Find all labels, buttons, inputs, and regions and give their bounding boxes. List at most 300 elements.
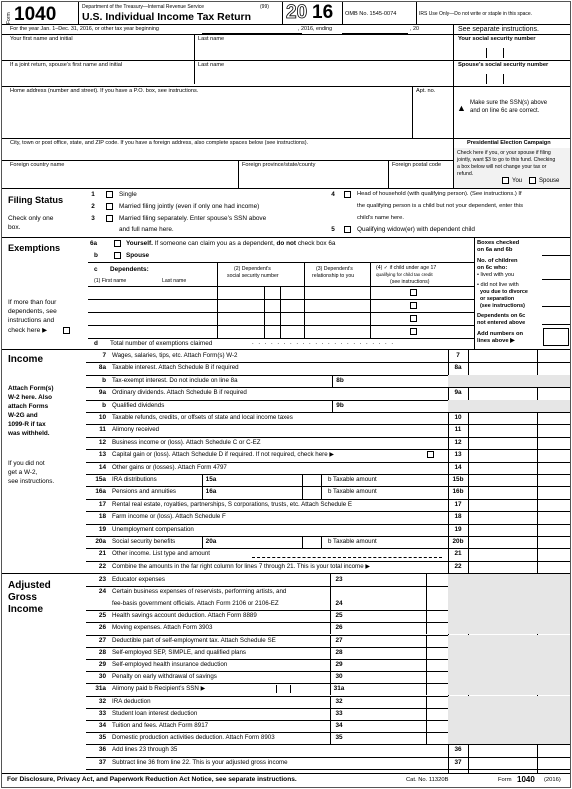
col4-subtitle: qualifying for child tax credit bbox=[376, 272, 433, 277]
ssn-divider bbox=[276, 685, 277, 693]
income-line-14-label: Other gains or (losses). Attach Form 4797 bbox=[112, 463, 227, 471]
shaded-cell bbox=[448, 732, 571, 744]
line-6c-number: c bbox=[94, 266, 98, 273]
shaded-cell bbox=[448, 671, 571, 683]
income-line-16a-taxable-label: b Taxable amount bbox=[328, 488, 377, 496]
agi-line-33-mid-field[interactable] bbox=[330, 708, 448, 720]
agi-line-24-label: Certain business expenses of reservists, performing artists, and bbox=[112, 587, 287, 595]
income-line-9a-label: Ordinary dividends. Attach Schedule B if required bbox=[112, 389, 247, 397]
agi-line-24-mid-label: 24 bbox=[335, 599, 343, 607]
cents-divider bbox=[426, 732, 427, 744]
income-line-15a-mid-field[interactable] bbox=[202, 474, 322, 486]
agi-line-29-label: Self-employed health insurance deduction bbox=[112, 660, 228, 668]
omb-number: OMB No. 1545-0074 bbox=[345, 11, 397, 17]
income-line-12-amount-field[interactable] bbox=[469, 438, 537, 449]
tax-year-text: For the year Jan. 1–Dec. 31, 2016, or other tax year beginning bbox=[10, 26, 159, 32]
income-line-10-amount-field[interactable] bbox=[469, 413, 537, 424]
agi-line-31a-label: Alimony paid b Recipient’s SSN ▶ bbox=[112, 685, 206, 693]
income-line-9a-amount-field[interactable] bbox=[469, 388, 537, 399]
num-children-label-2: on 6c who: bbox=[477, 265, 508, 271]
agi-line-32-number: 32 bbox=[98, 697, 106, 705]
cents-divider bbox=[426, 647, 427, 659]
income-line-12-number: 12 bbox=[98, 438, 106, 446]
deps-6c-label: Dependents on 6c bbox=[477, 313, 526, 319]
income-side-1: Attach Form(s) bbox=[8, 385, 54, 392]
boxes-checked-label: Boxes checked bbox=[477, 240, 520, 246]
income-side-5: 1099-R if tax bbox=[8, 421, 46, 428]
income-line-18-label: Farm income or (loss). Attach Schedule F bbox=[112, 513, 226, 521]
agi-line-24-mid-field[interactable] bbox=[330, 586, 448, 610]
dep4-ctc-checkbox[interactable] bbox=[410, 328, 417, 335]
income-line-20a-amount-field[interactable] bbox=[469, 537, 537, 548]
income-line-20a-mid-field[interactable] bbox=[202, 536, 322, 548]
cents-divider bbox=[426, 622, 427, 634]
pec-text-4: refund. bbox=[457, 171, 474, 177]
pec-spouse-checkbox[interactable] bbox=[529, 177, 536, 184]
spouse-first-name-label: If a joint return, spouse’s first name and initial bbox=[10, 62, 123, 68]
income-line-22-box-label: 22 bbox=[454, 562, 462, 570]
footer-year: (2016) bbox=[544, 777, 561, 783]
more-dependents-text: If more than four bbox=[8, 299, 57, 306]
pec-you-checkbox[interactable] bbox=[502, 177, 509, 184]
footer-form-label: Form bbox=[498, 777, 512, 783]
agi-line-29-mid-field[interactable] bbox=[330, 659, 448, 671]
shaded-cell bbox=[448, 683, 571, 695]
agi-line-28-mid-field[interactable] bbox=[330, 647, 448, 659]
did-not-live-label: did not live with bbox=[480, 282, 519, 288]
income-side-2: W-2 here. Also bbox=[8, 394, 53, 401]
income-line-11-number: 11 bbox=[99, 426, 106, 434]
catalog-number: Cat. No. 11320B bbox=[406, 777, 449, 783]
agi-line-27-number: 27 bbox=[98, 636, 106, 644]
mfs-checkbox[interactable] bbox=[106, 215, 113, 222]
agi-line-30-mid-label: 30 bbox=[335, 673, 343, 681]
agi-line-33-mid-label: 33 bbox=[335, 709, 343, 717]
cents-divider bbox=[302, 536, 303, 548]
see-instructions: See separate instructions. bbox=[458, 26, 539, 33]
see-instructions-label: (see instructions) bbox=[480, 303, 525, 309]
form-code: (99) bbox=[260, 4, 269, 10]
agi-line-28-mid-label: 28 bbox=[335, 648, 343, 656]
dep3-ctc-checkbox[interactable] bbox=[410, 315, 417, 322]
do-not-text: do not bbox=[276, 240, 297, 247]
col2-subtitle: social security number bbox=[227, 273, 279, 279]
col2-title: Dependent’s bbox=[241, 266, 271, 272]
ending-text: , 2016, ending bbox=[298, 26, 333, 32]
income-line-18-number: 18 bbox=[98, 513, 106, 521]
col1-num: (1) bbox=[94, 278, 101, 284]
agi-line-27-mid-field[interactable] bbox=[330, 635, 448, 647]
more-dependents-text-3: instructions and bbox=[8, 317, 55, 324]
agi-line-27-label: Deductible part of self-employment tax. Attach Schedule SE bbox=[112, 636, 276, 644]
agi-line-26-label: Moving expenses. Attach Form 3903 bbox=[112, 624, 213, 632]
mfj-label: Married filing jointly (even if only one had income) bbox=[119, 203, 260, 210]
income-line-b-mid-label: 8b bbox=[336, 376, 344, 384]
pec-text-3: a box below will not change your tax or bbox=[457, 164, 547, 170]
agi-line-37-box-label: 37 bbox=[454, 758, 462, 766]
agi-line-32-label: IRA deduction bbox=[112, 697, 151, 705]
spouse-checkbox[interactable] bbox=[114, 252, 121, 259]
income-line-22-label: Combine the amounts in the far right column for lines 7 through 21. This is your total income ▶ bbox=[112, 562, 371, 570]
deps-6c-label-2: not entered above bbox=[477, 320, 526, 326]
shaded-cell bbox=[448, 659, 571, 671]
foreign-postal-label: Foreign postal code bbox=[392, 162, 442, 168]
pec-text-2: jointly, want $3 to go to this fund. Checking bbox=[457, 157, 556, 163]
income-line-14-box-label: 14 bbox=[454, 463, 462, 471]
cents-divider bbox=[426, 720, 427, 732]
income-line-14-number: 14 bbox=[98, 463, 106, 471]
shaded-cell bbox=[448, 696, 571, 708]
apt-label: Apt. no. bbox=[416, 88, 436, 94]
income-line-13-number: 13 bbox=[98, 451, 106, 459]
filing-status-title: Filing Status bbox=[8, 195, 64, 205]
boxes-checked-label-2: on 6a and 6b bbox=[477, 247, 513, 253]
shaded-cell bbox=[448, 622, 571, 634]
dep1-ctc-checkbox[interactable] bbox=[410, 289, 417, 296]
income-line-8a-amount-field[interactable] bbox=[469, 363, 537, 374]
mfs-label-2: and full name here. bbox=[119, 226, 174, 233]
last-name-col: Last name bbox=[162, 278, 187, 284]
ssn-label: Your social security number bbox=[458, 36, 536, 42]
shaded-cell bbox=[448, 586, 571, 610]
income-line-16a-mid-field[interactable] bbox=[202, 486, 322, 498]
agi-line-36-box-label: 36 bbox=[454, 746, 462, 754]
ssn-check-text-2: and on line 6c are correct. bbox=[470, 108, 540, 114]
mfs-label: Married filing separately. Enter spouse’s SSN above bbox=[119, 215, 267, 222]
irs-use-only: IRS Use Only—Do not write or staple in this space. bbox=[419, 11, 533, 17]
year-outline: 20 bbox=[286, 2, 308, 23]
income-line-b-mid-field[interactable] bbox=[332, 400, 448, 412]
first-name-col: First name bbox=[101, 278, 127, 284]
hoh-checkbox[interactable] bbox=[344, 191, 351, 198]
hoh-label-3: child’s name here. bbox=[357, 215, 404, 221]
agi-title-2: Gross bbox=[8, 592, 37, 603]
income-line-b-label: Tax-exempt interest. Do not include on line 8a bbox=[112, 376, 238, 384]
income-line-13-label: Capital gain or (loss). Attach Schedule D if required. If not required, check here ▶ bbox=[112, 451, 335, 459]
spouse-label: Spouse bbox=[126, 252, 150, 259]
income-line-18-amount-field[interactable] bbox=[469, 512, 537, 523]
capital-gain-checkbox[interactable] bbox=[427, 451, 434, 458]
separation-label: or separation bbox=[480, 296, 515, 302]
shaded-cell bbox=[448, 720, 571, 732]
income-line-12-box-label: 12 bbox=[454, 438, 462, 446]
income-line-b-mid-field[interactable] bbox=[332, 375, 448, 387]
agi-line-31a-number: 31a bbox=[95, 685, 106, 693]
income-line-7-amount-field[interactable] bbox=[469, 351, 537, 362]
income-line-17-box-label: 17 bbox=[454, 500, 462, 508]
dep2-ctc-checkbox[interactable] bbox=[410, 302, 417, 309]
ssn-check-text: Make sure the SSN(s) above bbox=[470, 100, 548, 106]
filing-1-number: 1 bbox=[91, 191, 95, 198]
agi-line-28-number: 28 bbox=[98, 648, 106, 656]
col3-subtitle: relationship to you bbox=[312, 273, 355, 279]
hoh-label: Head of household (with qualifying person). (See instructions.) If bbox=[357, 191, 522, 197]
agi-line-37-number: 37 bbox=[98, 758, 106, 766]
income-line-17-label: Rental real estate, royalties, partnerships, S corporations, trusts, etc. Attach Schedule E bbox=[112, 500, 353, 508]
col4-note: (see instructions) bbox=[390, 279, 430, 285]
income-line-21-number: 21 bbox=[98, 550, 106, 558]
last-name-label: Last name bbox=[198, 36, 225, 42]
qw-checkbox[interactable] bbox=[344, 226, 351, 233]
total-exemptions-box[interactable] bbox=[543, 328, 569, 346]
filing-4-number: 4 bbox=[331, 191, 335, 198]
col4-title: (4) ✓ if child under age 17 bbox=[376, 265, 437, 271]
agi-line-31a-mid-field[interactable] bbox=[330, 683, 448, 695]
more-dependents-text-2: dependents, see bbox=[8, 308, 57, 315]
agi-line-35-mid-label: 35 bbox=[335, 734, 343, 742]
agi-line-32-mid-label: 32 bbox=[335, 697, 343, 705]
agi-line-30-number: 30 bbox=[98, 673, 106, 681]
agi-line-33-number: 33 bbox=[98, 709, 106, 717]
income-line-15a-label: IRA distributions bbox=[112, 476, 157, 483]
agi-line-34-mid-label: 34 bbox=[335, 721, 343, 729]
income-line-11-box-label: 11 bbox=[454, 426, 462, 434]
income-line-21-amount-field[interactable] bbox=[469, 549, 537, 560]
income-line-15a-number: 15a bbox=[95, 476, 106, 483]
income-line-19-number: 19 bbox=[98, 525, 106, 533]
income-line-9a-number: 9a bbox=[98, 389, 106, 397]
cents-divider bbox=[426, 683, 427, 695]
agi-line-30-mid-field[interactable] bbox=[330, 671, 448, 683]
agi-line-23-mid-label: 23 bbox=[335, 575, 343, 583]
income-side-3: attach Forms bbox=[8, 403, 49, 410]
cents-divider bbox=[426, 671, 427, 683]
shaded-cell bbox=[448, 375, 571, 387]
footer-form-number: 1040 bbox=[517, 775, 535, 784]
agi-line-26-number: 26 bbox=[98, 624, 106, 632]
col2-num: (2) bbox=[234, 266, 241, 272]
cents-divider bbox=[302, 486, 303, 498]
income-line-8a-label: Taxable interest. Attach Schedule B if required bbox=[112, 364, 239, 372]
income-line-9a-box-label: 9a bbox=[454, 389, 462, 397]
single-checkbox[interactable] bbox=[106, 191, 113, 198]
income-side-9: see instructions. bbox=[8, 478, 55, 485]
agi-line-29-mid-label: 29 bbox=[335, 660, 343, 668]
agi-line-36-amount-field[interactable] bbox=[469, 745, 537, 756]
dependents-label: Dependents: bbox=[110, 266, 149, 273]
agi-line-35-label: Domestic production activities deduction. Attach Form 8903 bbox=[112, 734, 275, 742]
income-line-10-box-label: 10 bbox=[454, 414, 462, 421]
cents-divider bbox=[426, 574, 427, 586]
mfj-checkbox[interactable] bbox=[106, 203, 113, 210]
footer-notice: For Disclosure, Privacy Act, and Paperwork Reduction Act Notice, see separate instructions. bbox=[7, 776, 297, 783]
department-text: Department of the Treasury—Internal Revenue Service bbox=[82, 4, 205, 10]
income-line-20a-mid-label: 20a bbox=[205, 538, 217, 545]
divorce-label: you due to divorce bbox=[480, 289, 528, 295]
cents-divider bbox=[426, 610, 427, 622]
income-line-b-mid-label: 9b bbox=[336, 401, 344, 409]
agi-line-30-label: Penalty on early withdrawal of savings bbox=[112, 673, 217, 681]
income-line-13-amount-field[interactable] bbox=[469, 450, 537, 461]
income-line-22-amount-field[interactable] bbox=[469, 562, 537, 573]
total-exemptions-label: Total number of exemptions claimed bbox=[110, 340, 213, 347]
income-line-16a-amount-field[interactable] bbox=[469, 487, 537, 498]
income-line-b-label: Qualified dividends bbox=[112, 401, 165, 409]
hoh-label-2: the qualifying person is a child but not your dependent, enter this bbox=[357, 203, 523, 209]
line-divider bbox=[86, 769, 571, 770]
agi-line-26-mid-label: 26 bbox=[335, 624, 343, 632]
income-line-7-label: Wages, salaries, tips, etc. Attach Form(s) W-2 bbox=[112, 352, 238, 359]
income-title: Income bbox=[8, 354, 44, 365]
income-side-4: W-2G and bbox=[8, 412, 38, 419]
more-dependents-checkbox[interactable] bbox=[63, 327, 70, 334]
income-line-7-box-label: 7 bbox=[456, 352, 460, 359]
presidential-campaign-title: Presidential Election Campaign bbox=[467, 140, 551, 146]
income-line-13-box-label: 13 bbox=[454, 451, 462, 459]
line-6a-number: 6a bbox=[90, 240, 98, 247]
income-side-7: If you did not bbox=[8, 460, 45, 467]
income-line-17-number: 17 bbox=[98, 500, 106, 508]
income-line-18-box-label: 18 bbox=[454, 513, 462, 521]
agi-title-1: Adjusted bbox=[8, 580, 51, 591]
agi-line-25-mid-field[interactable] bbox=[330, 610, 448, 622]
income-line-20a-label: Social security benefits bbox=[112, 538, 176, 545]
home-address-label: Home address (number and street). If you have a P.O. box, see instructions. bbox=[10, 88, 199, 94]
num-children-label: No. of children bbox=[477, 258, 518, 264]
cents-divider bbox=[426, 696, 427, 708]
form-label: Form bbox=[6, 12, 12, 24]
income-side-8: get a W-2, bbox=[8, 469, 38, 476]
income-line-10-label: Taxable refunds, credits, or offsets of state and local income taxes bbox=[112, 414, 293, 421]
line-6b-number: b bbox=[94, 252, 98, 259]
box-text: box. bbox=[8, 224, 21, 231]
add-numbers-label-2: lines above ▶ bbox=[477, 338, 515, 344]
filing-3-number: 3 bbox=[91, 215, 95, 222]
yourself-text: If someone can claim you as a dependent, bbox=[152, 240, 277, 247]
yourself-label: Yourself. bbox=[126, 240, 153, 247]
agi-line-36-number: 36 bbox=[98, 746, 106, 754]
agi-line-35-mid-field[interactable] bbox=[330, 732, 448, 744]
qw-label: Qualifying widow(er) with dependent child bbox=[357, 226, 475, 233]
year-bold: 16 bbox=[312, 2, 334, 23]
agi-line-29-number: 29 bbox=[98, 660, 106, 668]
agi-line-25-number: 25 bbox=[98, 612, 106, 620]
income-line-11-amount-field[interactable] bbox=[469, 425, 537, 436]
yourself-text-2: check box 6a bbox=[296, 240, 336, 247]
agi-line-34-label: Tuition and fees. Attach Form 8917 bbox=[112, 721, 209, 729]
agi-line-34-mid-field[interactable] bbox=[330, 720, 448, 732]
shaded-cell bbox=[448, 635, 571, 647]
income-line-19-amount-field[interactable] bbox=[469, 525, 537, 536]
income-line-16a-box-label: 16b bbox=[452, 488, 464, 496]
income-line-7-number: 7 bbox=[102, 352, 106, 359]
ending-year-text: , 20 bbox=[410, 26, 419, 32]
spouse-last-name-label: Last name bbox=[198, 62, 225, 68]
agi-line-36-label: Add lines 23 through 35 bbox=[112, 746, 178, 754]
cents-divider bbox=[426, 586, 427, 610]
income-line-21-label: Other income. List type and amount bbox=[112, 550, 211, 558]
arrow-right-icon: ▲ bbox=[457, 103, 466, 113]
income-line-11-label: Alimony received bbox=[112, 426, 160, 434]
cents-divider bbox=[426, 708, 427, 720]
income-line-16a-label: Pensions and annuities bbox=[112, 488, 176, 496]
foreign-country-label: Foreign country name bbox=[10, 162, 65, 168]
income-line-19-label: Unemployment compensation bbox=[112, 525, 194, 533]
foreign-province-label: Foreign province/state/county bbox=[242, 162, 316, 168]
ssn-divider bbox=[290, 685, 291, 693]
income-line-12-label: Business income or (loss). Attach Schedule C or C-EZ bbox=[112, 438, 261, 446]
check-only-one: Check only one bbox=[8, 215, 54, 222]
col3-title: Dependent’s bbox=[323, 266, 353, 272]
income-line-8a-box-label: 8a bbox=[454, 364, 462, 372]
filing-2-number: 2 bbox=[91, 203, 95, 210]
agi-line-26-mid-field[interactable] bbox=[330, 622, 448, 634]
agi-line-27-mid-label: 27 bbox=[335, 636, 343, 644]
cents-divider bbox=[302, 474, 303, 486]
income-line-22-number: 22 bbox=[98, 562, 106, 570]
city-label: City, town or post office, state, and ZIP code. If you have a foreign address, also complete spaces below (see instructions). bbox=[10, 140, 309, 146]
income-side-6: was withheld. bbox=[8, 430, 50, 437]
agi-line-23-mid-field[interactable] bbox=[330, 574, 448, 586]
income-line-b-number: b bbox=[102, 376, 106, 384]
shaded-cell bbox=[448, 574, 571, 586]
agi-line-31a-mid-label: 31a bbox=[333, 685, 345, 693]
shaded-cell bbox=[448, 400, 571, 412]
income-line-8a-number: 8a bbox=[98, 364, 106, 372]
agi-line-25-label: Health savings account deduction. Attach Form 8889 bbox=[112, 612, 257, 620]
income-line-20a-box-label: 20b bbox=[452, 538, 464, 545]
other-income-line bbox=[252, 557, 442, 558]
income-line-15a-mid-label: 15a bbox=[205, 476, 217, 483]
form-number: 1040 bbox=[14, 4, 57, 25]
income-line-b-number: b bbox=[102, 401, 106, 409]
agi-line-37-amount-field[interactable] bbox=[469, 758, 537, 769]
income-line-19-box-label: 19 bbox=[454, 525, 462, 533]
income-line-16a-mid-label: 16a bbox=[205, 488, 217, 496]
agi-line-35-number: 35 bbox=[98, 734, 106, 742]
agi-line-37-label: Subtract line 36 from line 22. This is your adjusted gross income bbox=[112, 758, 288, 766]
cents-divider bbox=[426, 659, 427, 671]
more-dependents-text-4: check here ▶ bbox=[8, 327, 48, 334]
shaded-cell bbox=[448, 647, 571, 659]
income-line-20a-taxable-label: b Taxable amount bbox=[328, 538, 377, 545]
income-line-14-amount-field[interactable] bbox=[469, 463, 537, 474]
shaded-cell bbox=[448, 610, 571, 622]
income-line-10-number: 10 bbox=[98, 414, 106, 421]
income-line-16a-number: 16a bbox=[95, 488, 106, 496]
agi-line-23-label: Educator expenses bbox=[112, 575, 165, 583]
filing-5-number: 5 bbox=[331, 226, 335, 233]
shaded-cell bbox=[448, 708, 571, 720]
pec-text-1: Check here if you, or your spouse if filing bbox=[457, 150, 551, 156]
income-line-21-box-label: 21 bbox=[454, 550, 462, 558]
pec-you-label: You bbox=[512, 178, 523, 184]
agi-line-24-number: 24 bbox=[98, 587, 106, 595]
income-line-15a-box-label: 15b bbox=[452, 476, 464, 483]
agi-line-25-mid-label: 25 bbox=[335, 612, 343, 620]
agi-line-32-mid-field[interactable] bbox=[330, 696, 448, 708]
income-line-20a-number: 20a bbox=[95, 538, 106, 545]
agi-line-23-number: 23 bbox=[98, 575, 106, 583]
agi-title-3: Income bbox=[8, 604, 44, 615]
agi-line-34-number: 34 bbox=[98, 721, 106, 729]
add-numbers-label: Add numbers on bbox=[477, 331, 524, 337]
yourself-checkbox[interactable] bbox=[114, 240, 121, 247]
agi-line-24-label-2: fee-basis government officials. Attach Form 2106 or 2106-EZ bbox=[112, 599, 279, 607]
form-title: U.S. Individual Income Tax Return bbox=[82, 11, 251, 23]
lived-with-label: lived with you bbox=[480, 272, 515, 278]
agi-line-28-label: Self-employed SEP, SIMPLE, and qualified plans bbox=[112, 648, 247, 656]
first-name-label: Your first name and initial bbox=[10, 36, 73, 42]
agi-line-33-label: Student loan interest deduction bbox=[112, 709, 198, 717]
form-1040-page: Form 1040 Department of the Treasury—Internal Revenue Service (99) U.S. Individual Income Tax Return 20 16 OMB No. 1545-0074 IRS Use Only—Do not write or staple in this space. For the year Jan. 1–Dec. 31, 2016, or other tax year beginning , 2016, ending , 20 See separate instructions. Your first name and initial Last name Your social security number If a joint return, spouse’s first name and initial Last name Spouse’s social security number Home address (number and street). If you have a P.O. box, see instructions. Apt. no. ▲ Make sure the SSN(s) above and on line 6c are correct. City, town or post office, state, and ZIP code. If you have a foreign address, also complete spaces below (see instructions). Presidential Election Campaign Check here if you, or your spouse if filing jointly, want $3 to go to this fund. Checking a box below will not change your tax or refund. You Spouse Foreign country name Foreign province/state/county Foreign postal code Filing Status Check only one box. 1 Single 2 Married filing jointly (even if only one had income) 3 Married filing separately. Enter spouse’s SSN above and full name here. 4 Head of household (with qualifying person). (See instructions.) If the qualifying person is a child but not your dependent, enter this child’s name here. 5 Qualifying widow(er) with dependent child Exemptions 6a Yourself. If someone can claim you as a dependent, do not check box 6a b Spouse c Dependents: (1) First name Last name (2) Dependent’s social security number (3) Dependent’s relationship to you (4) ✓ if child under age 17 qualifying for child tax credit (see instructions) If more than four dependents, see instructions and check here ▶ d Total number of exemptions claimed . . . . . . . . . . . . . . . . . . . . . . . Boxes checked on 6a and 6b No. of children on 6c who: • lived with you • did not live with you due to divorce or separation (see instructions) Dependents on 6c not entered above Add numbers on lines above ▶ Income Attach Form(s) W-2 here. Also attach Forms W-2G and 1099-R if tax was withheld. If you did not get a W-2, see instructions. Adjusted Gross Income For Disclosure, Privacy Act, and Paperwork Reduction Act Notice, see separate instructions. Cat. No. 11320B Form 1040 (2016) 7 Wages, salaries, tips, etc. Attach Form(s) W-2 7 8a Taxable interest. Attach Schedule B if required 8a b Tax-exempt interest. Do not include on line 8a 8b 9a Ordinary dividends. Attach Schedule B if required 9a b Qualified dividends 9b 10 Taxable refunds, credits, or offsets of state and local income taxes 10 11 Alimony received 11 12 Business income or (loss). Attach Schedule C or C-EZ 12 13 Capital gain or (loss). Attach Schedule D if required. If not required, check here ▶ 13 14 Other gains or (losses). Attach Form 4797 14 15a IRA distributions 15b 15a b Taxable amount 16a Pensions and annuities 16b 16a b Taxable amount 17 Rental real estate, royalties, partnerships, S corporations, trusts, etc. Attach Schedule E 17 18 Farm income or (loss). Attach Schedule F 18 19 Unemployment compensation 19 20a Social security benefits 20b 20a b Taxable amount 21 Other income. List type and amount 21 22 Combine the amounts in the far right column for lines 7 through 21. This is your total income ▶ 22 23 Educator expenses 23 24 Certain business expenses of reservists, performing artists, and fee-basis government officials. Attach Form 2106 or 2106-EZ 24 25 Health savings account deduction. Attach Form 8889 25 26 Moving expenses. Attach Form 3903 26 27 Deductible part of self-employment tax. Attach Schedule SE 27 28 Self-employed SEP, SIMPLE, and qualified plans 28 29 Self-employed health insurance deduction 29 30 Penalty on early withdrawal of savings 30 31a Alimony paid b Recipient’s SSN ▶ 31a 32 IRA deduction 32 33 Student loan interest deduction 33 34 Tuition and fees. Attach Form 8917 34 35 Domestic production activities deduction. Attach Form 8903 35 36 Add lines 23 through 35 36 37 Subtract line 36 from line 22. This is your adjusted gross income 37 bbox=[1, 1, 571, 788]
spouse-ssn-label: Spouse’s social security number bbox=[458, 62, 549, 68]
pec-spouse-label: Spouse bbox=[539, 178, 560, 184]
income-line-17-amount-field[interactable] bbox=[469, 500, 537, 511]
cents-divider bbox=[426, 635, 427, 647]
line-6d-number: d bbox=[94, 340, 98, 347]
income-line-15a-amount-field[interactable] bbox=[469, 475, 537, 486]
